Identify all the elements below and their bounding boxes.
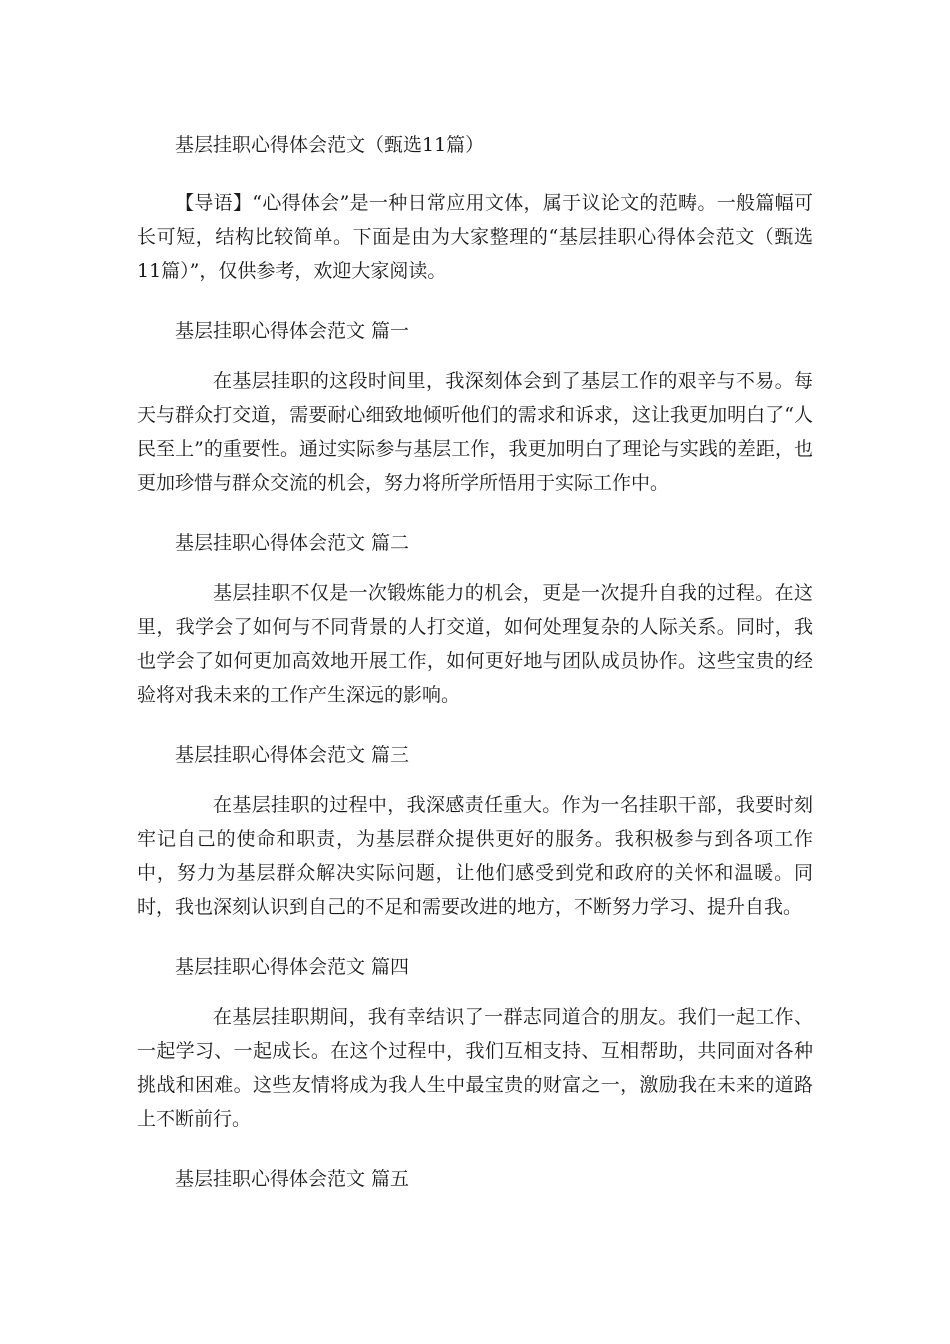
document-page — [137, 128, 813, 1196]
section-heading-2: 基层挂职心得体会范文 篇二 — [175, 532, 410, 554]
section-body-4: 在基层挂职期间，我有幸结识了一群志同道合的朋友。我们一起工作、一起学习、一起成长。在这个过程中，我们互相支持、互相帮助，共同面对各种挑战和困难。这些友情将成为我人生中最宝贵的财富之一，激励我在未来的道路上不断前行。 — [137, 1006, 813, 1130]
section-heading-3: 基层挂职心得体会范文 篇三 — [175, 744, 410, 766]
section-body-2: 基层挂职不仅是一次锻炼能力的机会，更是一次提升自我的过程。在这里，我学会了如何与不同背景的人打交道，如何处理复杂的人际关系。同时，我也学会了如何更加高效地开展工作，如何更好地与团队成员协作。这些宝贵的经验将对我未来的工作产生深远的影响。 — [137, 582, 813, 706]
document-title: 基层挂职心得体会范文（甄选11篇） — [175, 134, 485, 156]
section-body-3: 在基层挂职的过程中，我深感责任重大。作为一名挂职干部，我要时刻牢记自己的使命和职责，为基层群众提供更好的服务。我积极参与到各项工作中，努力为基层群众解决实际问题，让他们感受到党和政府的关怀和温暖。同时，我也深刻认识到自己的不足和需要改进的地方，不断努力学习、提升自我。 — [137, 794, 813, 918]
intro-paragraph: 【导语】“心得体会”是一种日常应用文体，属于议论文的范畴。一般篇幅可长可短，结构比较简单。下面是由为大家整理的“基层挂职心得体会范文（甄选11篇）”，仅供参考，欢迎大家阅读。 — [137, 192, 813, 282]
section-heading-5: 基层挂职心得体会范文 篇五 — [175, 1168, 410, 1190]
section-body-1: 在基层挂职的这段时间里，我深刻体会到了基层工作的艰辛与不易。每天与群众打交道，需要耐心细致地倾听他们的需求和诉求，这让我更加明白了“人民至上”的重要性。通过实际参与基层工作，我更加明白了理论与实践的差距，也更加珍惜与群众交流的机会，努力将所学所悟用于实际工作中。 — [137, 370, 813, 494]
section-heading-4: 基层挂职心得体会范文 篇四 — [175, 956, 410, 978]
section-heading-1: 基层挂职心得体会范文 篇一 — [175, 320, 410, 342]
